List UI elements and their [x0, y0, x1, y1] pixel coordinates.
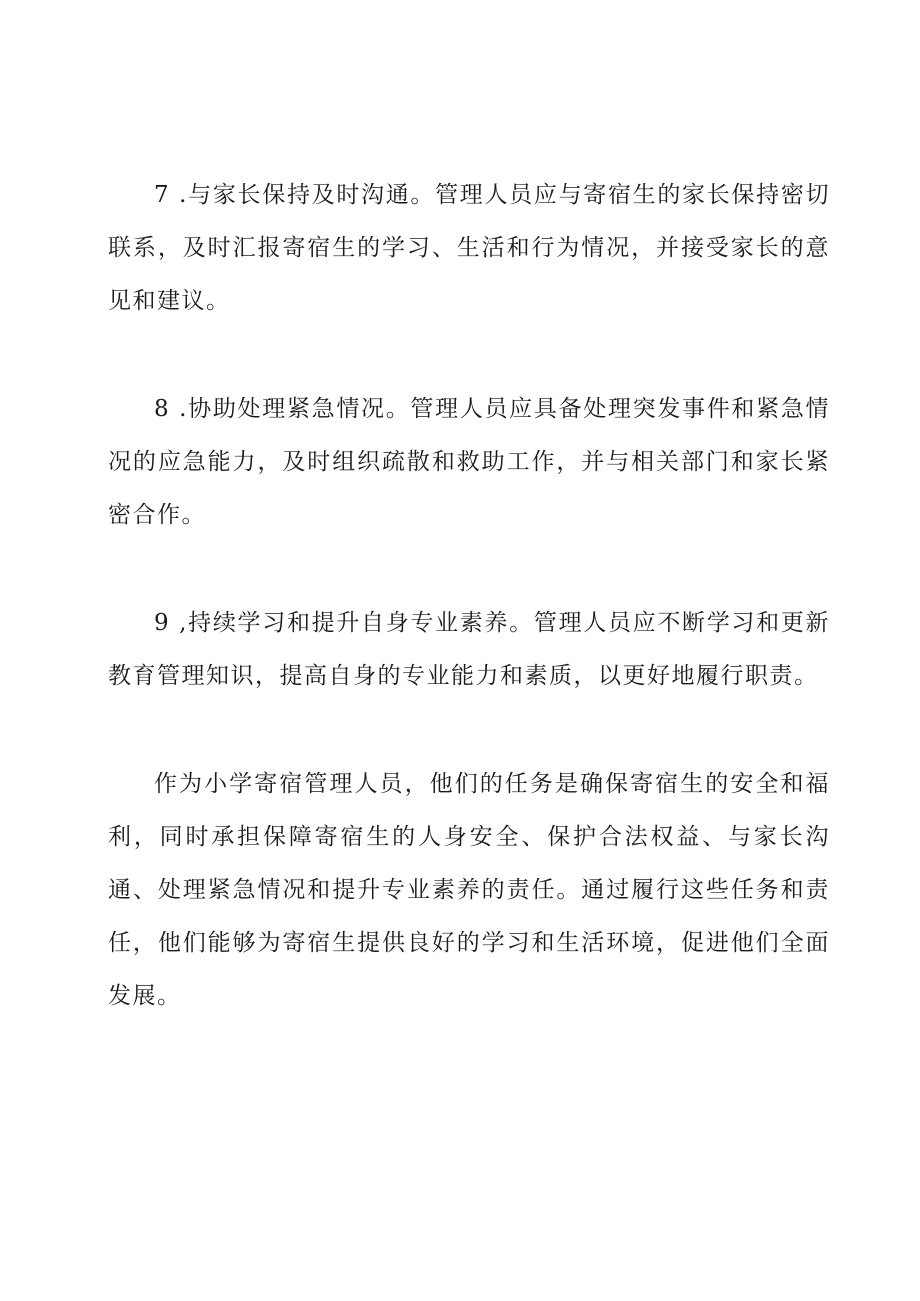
list-number: 7 — [154, 182, 171, 208]
list-number: 9 — [154, 610, 171, 636]
paragraph-text: 与家长保持及时沟通。管理人员应与寄宿生的家长保持密切联系，及时汇报寄宿生的学习、生活和行为情况，并接受家长的意见和建议。 — [108, 182, 831, 314]
paragraph-text: 协助处理紧急情况。管理人员应具备处理突发事件和紧急情况的应急能力，及时组织疏散和救助工作，并与相关部门和家长紧密合作。 — [108, 396, 831, 528]
list-item-9 — [108, 597, 830, 703]
paragraph-text: 作为小学寄宿管理人员，他们的任务是确保寄宿生的安全和福利，同时承担保障寄宿生的人身安全、保护合法权益、与家长沟通、处理紧急情况和提升专业素养的责任。通过履行这些任务和责任，他们能够为寄宿生提供良好的学习和生活环境，促进他们全面发展。 — [108, 771, 830, 1009]
document-body — [108, 169, 830, 1023]
list-number: 8 — [154, 396, 171, 422]
list-separator: . — [170, 182, 188, 208]
list-item-7 — [108, 169, 830, 328]
paragraph-text: 持续学习和提升自身专业素养。管理人员应不断学习和更新教育管理知识，提高自身的专业能力和素质，以更好地履行职责。 — [108, 610, 831, 689]
list-separator: , — [170, 610, 188, 636]
summary-paragraph — [108, 758, 830, 1023]
list-separator: . — [170, 396, 188, 422]
list-item-8 — [108, 383, 830, 542]
